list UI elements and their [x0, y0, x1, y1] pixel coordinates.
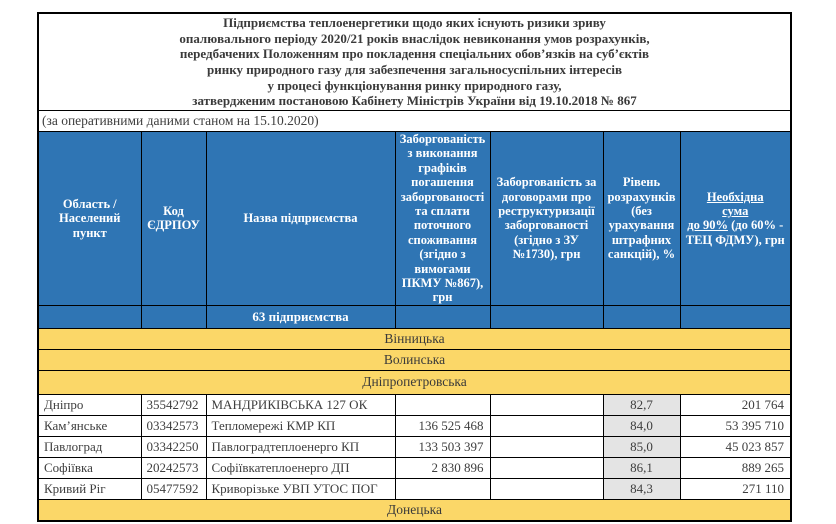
report-title [38, 13, 791, 111]
header-debt-pkmu867: Заборгованість з виконання графіків погашення заборгованості та сплати поточного споживання (згідно з вимогами ПКМУ №867), грн [395, 132, 490, 306]
edrpou-cell: 03342250 [141, 436, 206, 457]
company-cell: Тепломережі КМР КП [206, 415, 395, 436]
header-settlement-level: Рівень розрахунків (без урахування штрафних санкцій), % [603, 132, 680, 306]
note-row [38, 111, 791, 132]
debt-zu1730-cell [490, 415, 603, 436]
city-cell: Павлоград [38, 436, 141, 457]
header-debt-zu1730: Заборгованість за договорами про реструктуризації заборгованості (згідно з ЗУ №1730), грн [490, 132, 603, 306]
summary-row [38, 305, 791, 328]
company-cell: МАНДРИКІВСЬКА 127 ОК [206, 394, 395, 415]
city-cell: Кривий Ріг [38, 478, 141, 499]
required-sum-cell: 201 764 [680, 394, 791, 415]
debt-zu1730-cell [490, 436, 603, 457]
debt-pkmu867-cell: 133 503 397 [395, 436, 490, 457]
data-as-of-note: (за оперативними даними станом на 15.10.2020) [38, 111, 791, 132]
title-line: затвердженим постановою Кабінету Міністрів України від 19.10.2018 № 867 [192, 93, 637, 109]
required-sum-cell: 889 265 [680, 457, 791, 478]
enterprise-count: 63 підприємства [206, 305, 395, 328]
city-cell: Дніпро [38, 394, 141, 415]
required-sum-cell: 53 395 710 [680, 415, 791, 436]
header-edrpou-code: Код ЄДРПОУ [141, 132, 206, 306]
title-line: Підприємства теплоенергетики щодо яких існують ризики зриву [223, 15, 606, 31]
edrpou-cell: 03342573 [141, 415, 206, 436]
region-row-donetska [38, 499, 791, 521]
table-header-row [38, 132, 791, 306]
settlement-level-cell: 85,0 [603, 436, 680, 457]
required-sum-cell: 271 110 [680, 478, 791, 499]
region-label: Дніпропетровська [38, 370, 791, 394]
debt-pkmu867-cell [395, 394, 490, 415]
debt-zu1730-cell [490, 457, 603, 478]
debt-pkmu867-cell: 136 525 468 [395, 415, 490, 436]
title-line: опалювального періоду 2020/21 років внаслідок невиконання умов розрахунків, [179, 30, 650, 46]
heating-enterprises-table [37, 12, 792, 522]
report-sheet [37, 12, 792, 522]
title-line: ринку природного газу для забезпечення загальносуспільних інтересів [206, 62, 623, 77]
settlement-level-cell: 86,1 [603, 457, 680, 478]
settlement-level-cell: 84,3 [603, 478, 680, 499]
required-sum-underlined-part: Необхідна сума [706, 189, 764, 219]
edrpou-cell: 20242573 [141, 457, 206, 478]
company-cell: Криворізьке УВП УТОС ПОГ [206, 478, 395, 499]
title-line: у процесі функціонування ринку природного газу, [267, 77, 562, 93]
city-cell: Кам’янське [38, 415, 141, 436]
header-required-sum [680, 132, 791, 306]
title-row [38, 13, 791, 111]
header-oblast-settlement: Область / Населений пункт [38, 132, 141, 306]
edrpou-cell: 05477592 [141, 478, 206, 499]
company-cell: Софіївкатеплоенерго ДП [206, 457, 395, 478]
region-label: Волинська [38, 349, 791, 370]
edrpou-cell: 35542792 [141, 394, 206, 415]
settlement-level-cell: 82,7 [603, 394, 680, 415]
data-row [38, 436, 791, 457]
data-row [38, 415, 791, 436]
region-row-vinnytska [38, 328, 791, 349]
company-cell: Павлоградтеплоенерго КП [206, 436, 395, 457]
data-row [38, 478, 791, 499]
debt-pkmu867-cell: 2 830 896 [395, 457, 490, 478]
debt-zu1730-cell [490, 478, 603, 499]
city-cell: Софіївка [38, 457, 141, 478]
debt-zu1730-cell [490, 394, 603, 415]
data-row [38, 394, 791, 415]
settlement-level-cell: 84,0 [603, 415, 680, 436]
header-company-name: Назва підприємства [206, 132, 395, 306]
required-sum-detail: до 90% (до 60% - ТЕЦ ФДМУ), грн [685, 218, 785, 247]
debt-pkmu867-cell [395, 478, 490, 499]
region-label: Вінницька [38, 328, 791, 349]
region-row-volynska [38, 349, 791, 370]
region-row-dnipropetrovska [38, 370, 791, 394]
title-line: передбачених Положенням про покладення спеціальних обов’язків на суб’єктів [179, 46, 650, 62]
region-label: Донецька [38, 499, 791, 521]
required-sum-cell: 45 023 857 [680, 436, 791, 457]
data-row [38, 457, 791, 478]
